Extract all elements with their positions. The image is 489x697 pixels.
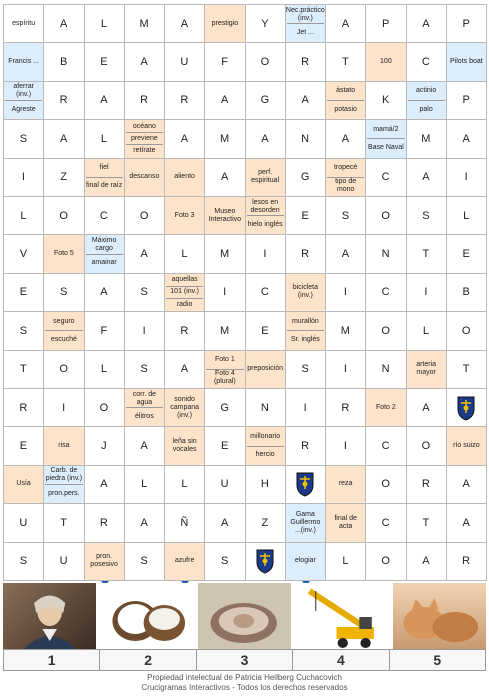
grid-letter-cell[interactable]: L xyxy=(3,196,44,235)
photo-number-2: 2 xyxy=(100,650,196,670)
grid-letter-cell[interactable]: O xyxy=(365,465,406,504)
grid-letter-cell[interactable]: R xyxy=(325,388,366,427)
grid-letter-cell[interactable]: Z xyxy=(43,158,84,197)
grid-letter-cell[interactable]: S xyxy=(3,119,44,158)
clue-text: mamá/2 xyxy=(373,125,399,133)
grid-letter-cell[interactable]: A xyxy=(124,503,165,542)
clue-text: elogiar xyxy=(294,557,316,565)
grid-letter-cell[interactable]: A xyxy=(406,4,447,43)
grid-letter-cell[interactable]: P xyxy=(446,4,487,43)
grid-letter-cell[interactable]: U xyxy=(43,542,84,581)
grid-letter-cell[interactable]: I xyxy=(446,158,487,197)
grid-letter-cell[interactable]: O xyxy=(124,196,165,235)
grid-letter-cell[interactable]: E xyxy=(204,426,245,465)
grid-letter-cell[interactable]: O xyxy=(365,542,406,581)
grid-letter-cell[interactable]: F xyxy=(84,311,125,350)
grid-letter-cell[interactable]: A xyxy=(43,4,84,43)
grid-letter-cell[interactable]: R xyxy=(285,426,326,465)
grid-letter-cell[interactable]: I xyxy=(3,158,44,197)
clue-cell xyxy=(285,542,326,581)
clue-cell xyxy=(84,542,125,581)
grid-letter-cell[interactable]: I xyxy=(325,350,366,389)
clue-cell xyxy=(3,81,44,120)
clue-cell xyxy=(43,426,84,465)
grid-letter-cell[interactable]: M xyxy=(204,311,245,350)
grid-letter-cell[interactable]: V xyxy=(3,234,44,273)
clue-text: aliento xyxy=(174,173,195,181)
clue-cell xyxy=(164,426,205,465)
grid-letter-cell[interactable]: R xyxy=(406,465,447,504)
grid-letter-cell[interactable]: O xyxy=(84,388,125,427)
grid-letter-cell[interactable]: T xyxy=(406,234,447,273)
photo-number-4: 4 xyxy=(293,650,389,670)
grid-letter-cell[interactable]: C xyxy=(365,503,406,542)
grid-letter-cell[interactable]: C xyxy=(365,426,406,465)
grid-letter-cell[interactable]: I xyxy=(406,273,447,312)
grid-letter-cell[interactable]: R xyxy=(3,388,44,427)
grid-letter-cell[interactable]: A xyxy=(204,158,245,197)
grid-letter-cell[interactable]: Y xyxy=(245,4,286,43)
clue-text: Museo Interactivo xyxy=(208,207,242,223)
grid-letter-cell[interactable]: E xyxy=(285,196,326,235)
grid-letter-cell[interactable]: S xyxy=(3,542,44,581)
clue-cell xyxy=(204,196,245,235)
grid-letter-cell[interactable]: O xyxy=(446,311,487,350)
clue-cell xyxy=(3,42,44,81)
grid-letter-cell[interactable]: A xyxy=(124,426,165,465)
clue-text: pron. posesivo xyxy=(90,553,118,569)
clue-text: Foto 3 xyxy=(174,211,195,219)
grid-letter-cell[interactable]: S xyxy=(406,196,447,235)
grid-letter-cell[interactable]: T xyxy=(43,503,84,542)
clue-text: millonario xyxy=(250,432,281,440)
clue-text: sonido campana (inv.) xyxy=(170,395,200,419)
grid-letter-cell[interactable]: S xyxy=(204,542,245,581)
photo-5-cat xyxy=(393,583,486,649)
clue-cell xyxy=(245,426,286,465)
clue-cell xyxy=(446,42,487,81)
grid-letter-cell[interactable]: G xyxy=(285,158,326,197)
clue-text: perf. espiritual xyxy=(251,169,280,185)
clue-text: 101 (inv.) xyxy=(166,286,203,298)
clue-text: Foto 4 (plural) xyxy=(206,369,243,387)
grid-letter-cell[interactable]: J xyxy=(84,426,125,465)
photo-2-coconut xyxy=(100,583,193,649)
grid-letter-cell[interactable]: A xyxy=(204,503,245,542)
grid-letter-cell[interactable]: T xyxy=(446,350,487,389)
clue-text: bicicleta (inv.) xyxy=(292,284,319,300)
clue-text: hercio xyxy=(247,446,284,464)
grid-letter-cell[interactable]: R xyxy=(84,503,125,542)
clue-text: corr. de agua xyxy=(132,390,157,406)
grid-letter-cell[interactable]: S xyxy=(43,273,84,312)
grid-letter-cell[interactable]: L xyxy=(164,234,205,273)
clue-text: Foto 1 xyxy=(214,356,235,364)
clue-text: risa xyxy=(58,442,70,450)
grid-letter-cell[interactable]: B xyxy=(446,273,487,312)
clue-text: arteria mayor xyxy=(416,361,437,377)
grid-letter-cell[interactable]: U xyxy=(3,503,44,542)
navy-shield-icon xyxy=(446,388,487,427)
footer-line-2: Crucigramas Interactivos - Todos los derechos reservados xyxy=(141,683,348,692)
grid-letter-cell[interactable]: I xyxy=(325,426,366,465)
grid-letter-cell[interactable]: A xyxy=(84,465,125,504)
grid-letter-cell[interactable]: L xyxy=(124,465,165,504)
photo-number-row xyxy=(3,649,486,671)
clue-cell xyxy=(164,273,205,312)
photo-strip xyxy=(3,583,486,649)
grid-letter-cell[interactable]: I xyxy=(124,311,165,350)
grid-letter-cell[interactable]: T xyxy=(325,42,366,81)
clue-cell xyxy=(204,4,245,43)
clue-text: aquellas xyxy=(171,276,198,284)
grid-letter-cell[interactable]: I xyxy=(325,273,366,312)
grid-letter-cell[interactable]: A xyxy=(325,119,366,158)
clue-text: Carb. de piedra (inv.) xyxy=(45,467,83,483)
clue-cell xyxy=(325,81,366,120)
clue-text: fiel xyxy=(99,164,109,172)
clue-text: tipo de mono xyxy=(327,177,364,195)
clue-text: reza xyxy=(338,480,353,488)
clue-text: Jet ... xyxy=(287,23,324,41)
clue-cell xyxy=(43,234,84,273)
grid-letter-cell[interactable]: B xyxy=(43,42,84,81)
clue-cell xyxy=(3,465,44,504)
clue-text: palo xyxy=(408,100,445,118)
clue-text: descanso xyxy=(129,173,160,181)
clue-text: Foto 2 xyxy=(375,403,396,411)
navy-shield-icon xyxy=(245,542,286,581)
grid-letter-cell[interactable]: I xyxy=(245,234,286,273)
clue-text: hielo inglés xyxy=(247,215,284,233)
clue-text: radio xyxy=(166,298,203,310)
photo-4-crane xyxy=(295,583,388,649)
clue-text: aferrar (inv.) xyxy=(13,83,34,99)
clue-text: previene xyxy=(126,132,163,144)
clue-text: océano xyxy=(132,122,156,130)
clue-text: tropecé xyxy=(333,164,358,172)
grid-letter-cell[interactable]: O xyxy=(245,42,286,81)
grid-letter-cell[interactable]: A xyxy=(285,81,326,120)
clue-cell xyxy=(365,42,406,81)
grid-letter-cell[interactable]: N xyxy=(365,350,406,389)
clue-cell xyxy=(285,311,326,350)
grid-letter-cell[interactable]: A xyxy=(124,234,165,273)
grid-letter-cell[interactable]: E xyxy=(245,311,286,350)
clue-cell xyxy=(164,158,205,197)
grid-letter-cell[interactable]: A xyxy=(325,4,366,43)
clue-cell xyxy=(285,273,326,312)
footer-line-1: Propiedad intelectual de Patricia Heilberg Cuchacovich xyxy=(147,673,342,682)
clue-cell xyxy=(245,196,286,235)
clue-cell xyxy=(325,503,366,542)
grid-letter-cell[interactable]: G xyxy=(204,388,245,427)
grid-letter-cell[interactable]: A xyxy=(204,81,245,120)
clue-cell xyxy=(164,542,205,581)
clue-text: preposición xyxy=(247,365,284,373)
clue-cell xyxy=(406,81,447,120)
grid-letter-cell[interactable]: R xyxy=(285,42,326,81)
grid-letter-cell[interactable]: H xyxy=(245,465,286,504)
grid-letter-cell[interactable]: R xyxy=(446,542,487,581)
photo-3-shell xyxy=(198,583,291,649)
grid-letter-cell[interactable]: O xyxy=(43,196,84,235)
clue-cell xyxy=(325,158,366,197)
clue-text: Máximo cargo xyxy=(91,236,117,252)
grid-letter-cell[interactable]: K xyxy=(365,81,406,120)
grid-letter-cell[interactable]: C xyxy=(365,158,406,197)
grid-letter-cell[interactable]: E xyxy=(3,426,44,465)
clue-text: Sr. inglés xyxy=(287,330,324,348)
clue-text: actinio xyxy=(416,87,437,95)
clue-cell xyxy=(164,388,205,427)
grid-letter-cell[interactable]: I xyxy=(285,388,326,427)
grid-letter-cell[interactable]: E xyxy=(84,42,125,81)
clue-text: 100 xyxy=(380,58,392,66)
navy-shield-icon xyxy=(285,465,326,504)
grid-letter-cell[interactable]: R xyxy=(285,234,326,273)
grid-letter-cell[interactable]: A xyxy=(164,350,205,389)
grid-letter-cell[interactable]: A xyxy=(406,542,447,581)
clue-text: Gama Guillermo ...(inv.) xyxy=(290,510,321,534)
clue-cell xyxy=(3,4,44,43)
grid-letter-cell[interactable]: G xyxy=(245,81,286,120)
clue-text: final de acta xyxy=(334,514,357,530)
clue-cell xyxy=(43,465,84,504)
clue-cell xyxy=(245,350,286,389)
clue-text: Pilots boat xyxy=(450,58,483,66)
grid-letter-cell[interactable]: R xyxy=(164,311,205,350)
grid-letter-cell[interactable]: E xyxy=(446,234,487,273)
grid-letter-cell[interactable]: Z xyxy=(245,503,286,542)
grid-letter-cell[interactable]: Ñ xyxy=(164,503,205,542)
clue-text: ástato xyxy=(336,87,356,95)
clue-text: final de raíz xyxy=(86,177,123,195)
grid-letter-cell[interactable]: U xyxy=(164,42,205,81)
clue-cell xyxy=(285,4,326,43)
crossword-grid xyxy=(3,4,486,580)
grid-letter-cell[interactable]: A xyxy=(325,234,366,273)
grid-letter-cell[interactable]: A xyxy=(164,119,205,158)
clue-cell xyxy=(84,234,125,273)
clue-text: Nec.práctico (inv.) xyxy=(285,6,325,22)
clue-text: espíritu xyxy=(12,19,36,27)
clue-cell xyxy=(84,158,125,197)
photo-number-1: 1 xyxy=(4,650,100,670)
clue-text: Usía xyxy=(16,480,31,488)
grid-letter-cell[interactable]: R xyxy=(124,81,165,120)
grid-letter-cell[interactable]: L xyxy=(446,196,487,235)
clue-cell xyxy=(204,350,245,389)
grid-letter-cell[interactable]: R xyxy=(164,81,205,120)
grid-letter-cell[interactable]: A xyxy=(446,465,487,504)
clue-cell xyxy=(164,196,205,235)
photo-number-5: 5 xyxy=(390,650,485,670)
clue-cell xyxy=(124,119,165,158)
grid-letter-cell[interactable]: A xyxy=(406,158,447,197)
grid-letter-cell[interactable]: A xyxy=(124,42,165,81)
clue-cell xyxy=(365,119,406,158)
clue-text: Foto 5 xyxy=(53,250,74,258)
grid-letter-cell[interactable]: A xyxy=(84,81,125,120)
grid-letter-cell[interactable]: M xyxy=(124,4,165,43)
clue-text: escuché xyxy=(45,330,82,348)
clue-text: río suizo xyxy=(453,442,480,450)
grid-letter-cell[interactable]: L xyxy=(84,350,125,389)
grid-letter-cell[interactable]: L xyxy=(325,542,366,581)
clue-cell xyxy=(285,503,326,542)
grid-letter-cell[interactable]: S xyxy=(325,196,366,235)
clue-text: Base Naval xyxy=(367,138,404,156)
grid-letter-cell[interactable]: A xyxy=(43,119,84,158)
clue-cell xyxy=(245,158,286,197)
grid-letter-cell[interactable]: O xyxy=(43,350,84,389)
grid-letter-cell[interactable]: A xyxy=(164,4,205,43)
grid-letter-cell[interactable]: R xyxy=(43,81,84,120)
grid-letter-cell[interactable]: C xyxy=(84,196,125,235)
photo-number-3: 3 xyxy=(197,650,293,670)
clue-text: leña sin vocales xyxy=(172,438,197,454)
clue-text: lesos en desorden xyxy=(250,198,280,214)
clue-cell xyxy=(365,388,406,427)
grid-letter-cell[interactable]: M xyxy=(204,234,245,273)
grid-letter-cell[interactable]: N xyxy=(285,119,326,158)
clue-cell xyxy=(325,465,366,504)
grid-letter-cell[interactable]: S xyxy=(3,311,44,350)
grid-letter-cell[interactable]: S xyxy=(124,350,165,389)
grid-letter-cell[interactable]: T xyxy=(406,503,447,542)
grid-letter-cell[interactable]: M xyxy=(204,119,245,158)
clue-text: murallón xyxy=(291,317,319,325)
grid-letter-cell[interactable]: O xyxy=(365,196,406,235)
grid-letter-cell[interactable]: L xyxy=(164,465,205,504)
clue-cell xyxy=(43,311,84,350)
grid-letter-cell[interactable]: A xyxy=(446,119,487,158)
grid-letter-cell[interactable]: S xyxy=(124,542,165,581)
grid-letter-cell[interactable]: O xyxy=(365,311,406,350)
grid-letter-cell[interactable]: L xyxy=(406,311,447,350)
grid-letter-cell[interactable]: N xyxy=(365,234,406,273)
grid-letter-cell[interactable]: P xyxy=(446,81,487,120)
grid-letter-cell[interactable]: A xyxy=(446,503,487,542)
clue-text: azufre xyxy=(174,557,195,565)
grid-letter-cell[interactable]: F xyxy=(204,42,245,81)
grid-letter-cell[interactable]: E xyxy=(3,273,44,312)
grid-letter-cell[interactable]: L xyxy=(84,119,125,158)
grid-letter-cell[interactable]: P xyxy=(365,4,406,43)
grid-letter-cell[interactable]: I xyxy=(204,273,245,312)
grid-letter-cell[interactable]: S xyxy=(285,350,326,389)
clue-text: Agreste xyxy=(5,100,42,118)
grid-letter-cell[interactable]: O xyxy=(406,426,447,465)
grid-letter-cell[interactable]: U xyxy=(204,465,245,504)
clue-text: amainar xyxy=(86,254,123,272)
grid-letter-cell[interactable]: C xyxy=(365,273,406,312)
grid-letter-cell[interactable]: A xyxy=(84,273,125,312)
clue-text: élitros xyxy=(126,407,163,425)
clue-cell xyxy=(124,158,165,197)
clue-cell xyxy=(124,388,165,427)
photo-1-portrait xyxy=(3,583,96,649)
grid-letter-cell[interactable]: A xyxy=(406,388,447,427)
clue-text: retírate xyxy=(126,144,163,156)
clue-text: pron.pers. xyxy=(45,484,82,502)
grid-letter-cell[interactable]: M xyxy=(325,311,366,350)
clue-text: potasio xyxy=(327,100,364,118)
grid-letter-cell[interactable]: T xyxy=(3,350,44,389)
grid-letter-cell[interactable]: M xyxy=(406,119,447,158)
copyright-footer xyxy=(0,673,489,693)
grid-letter-cell[interactable]: S xyxy=(124,273,165,312)
clue-cell xyxy=(446,426,487,465)
grid-letter-cell[interactable]: N xyxy=(245,388,286,427)
clue-cell xyxy=(406,350,447,389)
grid-letter-cell[interactable]: C xyxy=(245,273,286,312)
grid-letter-cell[interactable]: A xyxy=(245,119,286,158)
clue-text: Francis ... xyxy=(8,58,39,66)
clue-text: seguro xyxy=(53,317,75,325)
clue-text: prestigio xyxy=(211,19,239,27)
grid-letter-cell[interactable]: L xyxy=(84,4,125,43)
grid-letter-cell[interactable]: I xyxy=(43,388,84,427)
grid-letter-cell[interactable]: C xyxy=(406,42,447,81)
